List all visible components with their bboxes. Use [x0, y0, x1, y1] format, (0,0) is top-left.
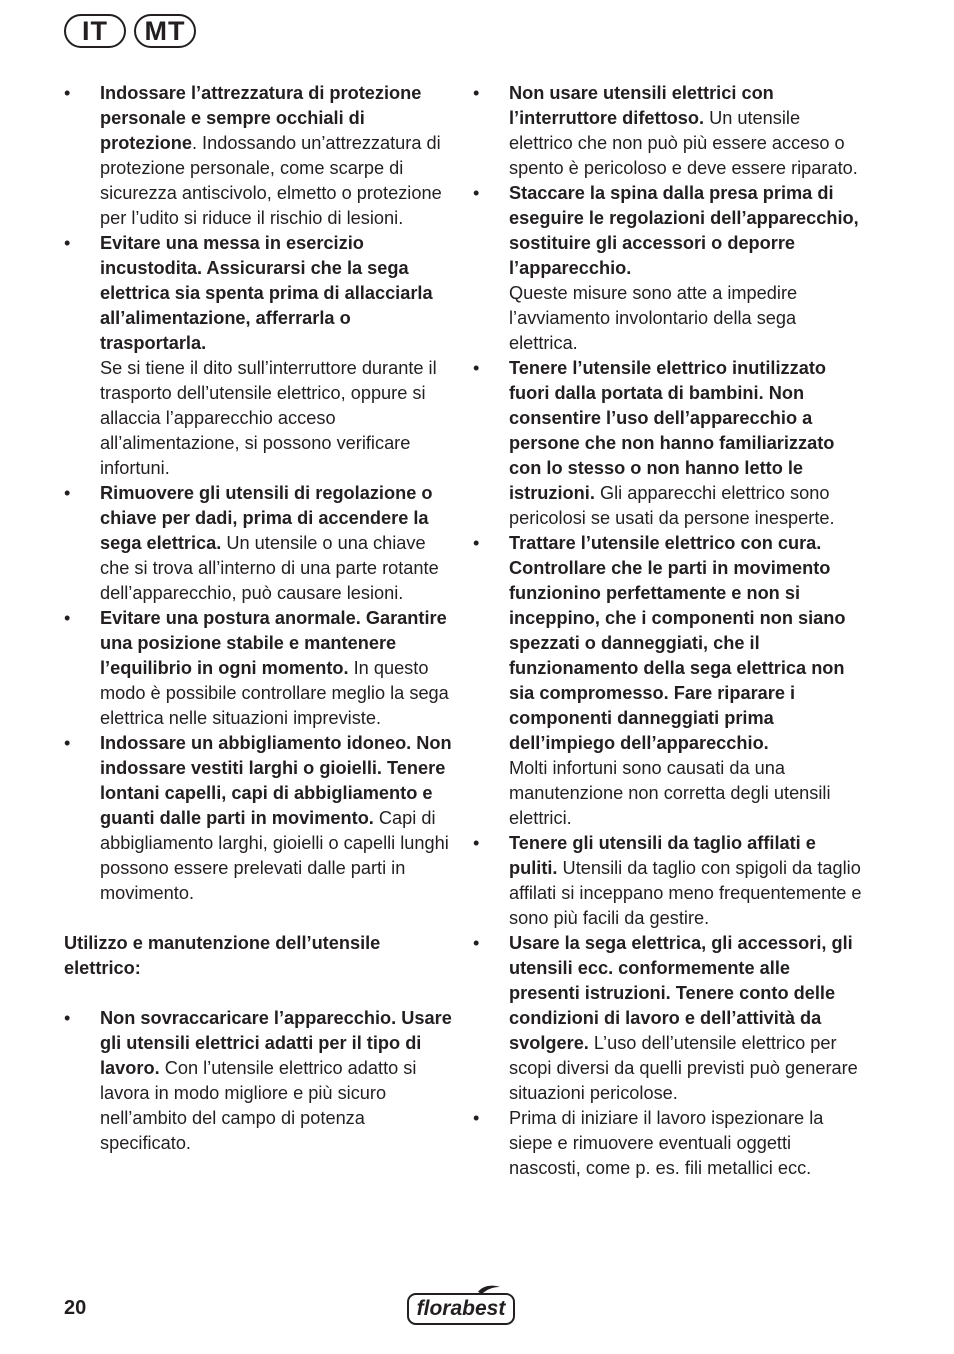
page-number: 20 [64, 1297, 87, 1319]
item-text: Un utensile elettrico che non può più essere acceso o spento è pericoloso e deve essere riparato. [509, 108, 858, 178]
left-column [64, 81, 452, 1156]
safety-item [473, 831, 865, 931]
safety-item [64, 81, 452, 231]
safety-item [473, 356, 865, 531]
safety-item [64, 1006, 452, 1156]
item-bold-text: Non usare utensili elettrici con l’interruttore difettoso. [509, 83, 774, 128]
item-text: L’uso dell’utensile elettrico per scopi diversi da quelli previsti può generare situazioni pericolose. [509, 1033, 858, 1103]
item-bold-text: Usare la sega elettrica, gli accessori, gli utensili ecc. conformemente alle presenti istruzioni. Tenere conto delle condizioni di lavoro e dell’attività da svolgere. [509, 933, 853, 1053]
bullet: • [64, 233, 71, 253]
bullet: • [64, 1008, 71, 1028]
safety-item [473, 931, 865, 1106]
safety-item [64, 606, 452, 731]
bullet: • [473, 833, 480, 853]
item-text: Queste misure sono atte a impedire l’avviamento involontario della sega elettrica. [509, 283, 798, 353]
bullet: • [473, 1108, 480, 1128]
language-badge-it: IT [64, 14, 126, 48]
item-bold-text: Tenere gli utensili da taglio affilati e puliti. [509, 833, 816, 878]
bullet: • [64, 483, 71, 503]
item-text: Molti infortuni sono causati da una manutenzione non corretta degli utensili elettrici. [509, 758, 831, 828]
item-text: Un utensile o una chiave che si trova all’interno di una parte rotante dell’apparecchio, può causare lesioni. [100, 533, 439, 603]
item-bold-text: Staccare la spina dalla presa prima di eseguire le regolazioni dell’apparecchio, sostituire gli accessori o deporre l’apparecchio. [509, 183, 859, 278]
bullet: • [473, 933, 480, 953]
bullet: • [64, 83, 71, 103]
item-bold-text: Non sovraccaricare l’apparecchio. Usare gli utensili elettrici adatti per il tipo di lavoro. [100, 1008, 452, 1078]
item-bold-text: Rimuovere gli utensili di regolazione o chiave per dadi, prima di accendere la sega elettrica. [100, 483, 433, 553]
svg-text:florabest: florabest [416, 1297, 506, 1320]
item-text: Con l’utensile elettrico adatto si lavora in modo migliore e più sicuro nell’ambito del campo di potenza specificato. [100, 1058, 417, 1153]
safety-item [473, 1106, 865, 1181]
language-badge-mt: MT [134, 14, 196, 48]
item-bold-text: Indossare un abbigliamento idoneo. Non indossare vestiti larghi o gioielli. Tenere lontani capelli, capi di abbigliamento e guanti dalle parti in movimento. [100, 733, 452, 828]
bullet: • [64, 608, 71, 628]
item-text: . Indossando un’attrezzatura di protezione personale, come scarpe di sicurezza antiscivolo, elmetto o protezione per l’udito si riduce il rischio di lesioni. [100, 133, 442, 228]
bullet: • [64, 733, 71, 753]
section-heading: Utilizzo e manutenzione dell’utensile elettrico: [64, 933, 381, 978]
language-badges [64, 14, 196, 48]
item-bold-text: Evitare una postura anormale. Garantire una posizione stabile e mantenere l’equilibrio in ogni momento. [100, 608, 447, 678]
item-bold-text: Tenere l’utensile elettrico inutilizzato fuori dalla portata di bambini. Non consentire l’uso dell’apparecchio a persone che non hanno familiarizzato con lo stesso o non hanno letto le istruzioni. [509, 358, 835, 503]
safety-item [64, 481, 452, 606]
safety-item [473, 81, 865, 181]
safety-item [473, 531, 865, 831]
item-bold-text: Evitare una messa in esercizio incustodita. Assicurarsi che la sega elettrica sia spenta prima di allacciarla all’alimentazione, afferrarla o trasportarla. [100, 233, 433, 353]
item-bold-text: Indossare l’attrezzatura di protezione personale e sempre occhiali di protezione [100, 83, 422, 153]
item-text: Utensili da taglio con spigoli da taglio affilati si inceppano meno frequentemente e sono più facili da gestire. [509, 858, 862, 928]
item-text: Capi di abbigliamento larghi, gioielli o capelli lunghi possono essere prelevati dalle parti in movimento. [100, 808, 449, 903]
item-text: Gli apparecchi elettrico sono pericolosi se usati da persone inesperte. [509, 483, 835, 528]
florabest-logo [406, 1284, 516, 1326]
item-text: Se si tiene il dito sull’interruttore durante il trasporto dell’utensile elettrico, oppure si allaccia l’apparecchio acceso all’alimentazione, si possono verificare infortuni. [100, 358, 437, 478]
safety-item [64, 231, 452, 481]
bullet: • [473, 83, 480, 103]
item-bold-text: Trattare l’utensile elettrico con cura. Controllare che le parti in movimento funzionino perfettamente e non si inceppino, che i componenti non siano spezzati o danneggiati, che il funzionamento della sega elettrica non sia compromesso. Fare riparare i componenti danneggiati prima dell’impiego dell’apparecchio. [509, 533, 846, 753]
safety-item [64, 731, 452, 906]
right-column [473, 81, 865, 1181]
item-text: In questo modo è possibile controllare meglio la sega elettrica nelle situazioni impreviste. [100, 658, 449, 728]
bullet: • [473, 358, 480, 378]
item-text: Prima di iniziare il lavoro ispezionare la siepe e rimuovere eventuali oggetti nascosti, come p. es. fili metallici ecc. [509, 1108, 824, 1178]
bullet: • [473, 533, 480, 553]
bullet: • [473, 183, 480, 203]
safety-item [473, 181, 865, 356]
